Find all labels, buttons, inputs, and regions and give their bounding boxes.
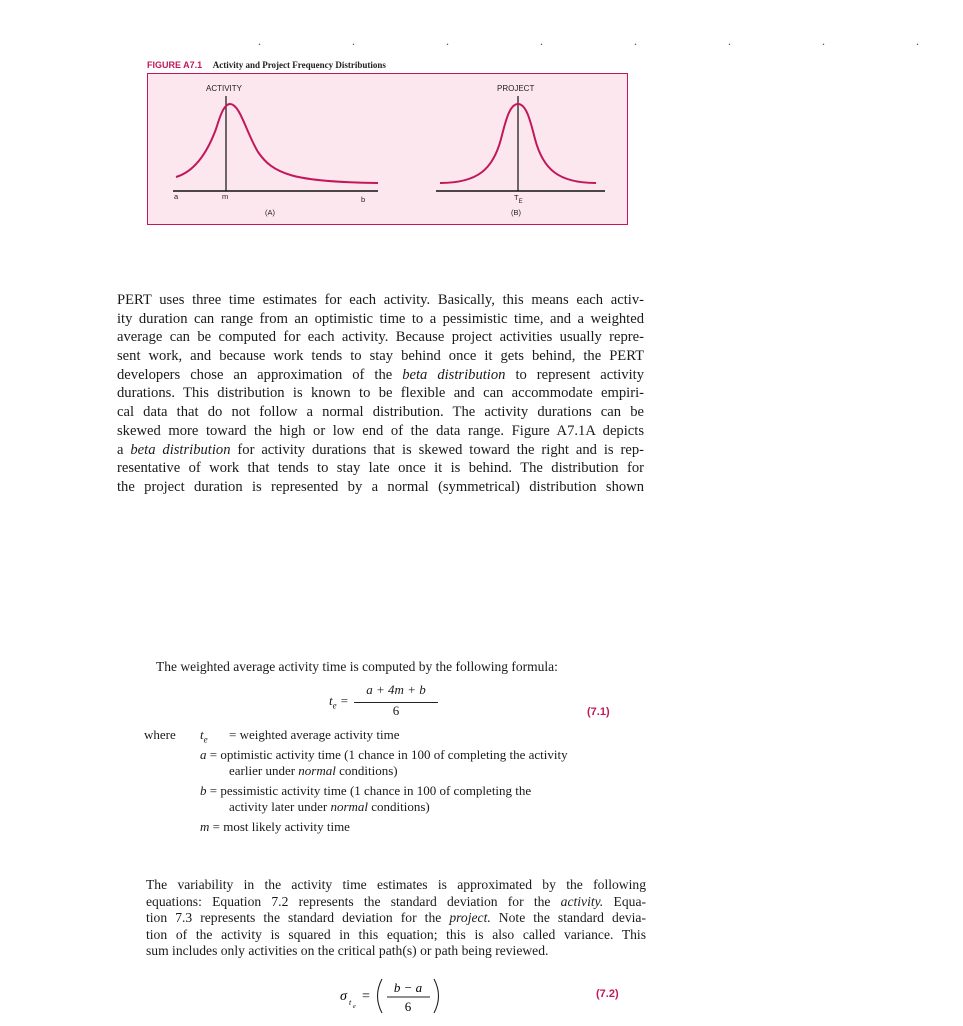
eq72-right-paren [434, 979, 439, 1013]
paragraph-line: cal data that do not follow a normal distribution. The activity durations can be [117, 404, 644, 421]
header-marks: . . . . . . . . [258, 34, 963, 48]
paragraph-line: the project duration is represented by a normal (symmetrical) distribution shown [117, 478, 644, 495]
label-te: $T_E$ [514, 193, 523, 205]
def-text-cont: activity later under normal conditions) [229, 799, 430, 814]
paragraph-line: sent work, and because work tends to stay behind once it gets behind, the PERT [117, 348, 644, 365]
def-text-cont: earlier under normal conditions) [229, 763, 398, 778]
panel-b-label: (B) [511, 208, 521, 217]
equation-number-7-1: (7.1) [587, 706, 610, 718]
definitions-list [200, 727, 630, 838]
eq72-lhs-subsub: e [353, 1004, 356, 1010]
paragraph-line: equations: Equation 7.2 represents the standard deviation for the activity. Equa- [146, 893, 646, 909]
paragraph-line: ity duration can range from an optimistic time to a pessimistic time, and a weighted [117, 310, 644, 327]
def-text: b = pessimistic activity time (1 chance in 100 of completing the [200, 782, 532, 798]
eq72-left-paren [378, 979, 383, 1013]
eq72-svg [340, 973, 450, 1021]
label-b: b [361, 195, 366, 204]
figure-panel [147, 73, 628, 225]
where-label: where [144, 727, 176, 742]
def-text: m = most likely activity time [200, 818, 350, 834]
eq71-numerator: a + 4m + b [366, 682, 426, 697]
eq72-denominator: 6 [404, 999, 412, 1014]
figure-label: FIGURE A7.1 [147, 60, 203, 70]
paragraph-line: average can be computed for each activity. Because project activities usually repre- [117, 329, 644, 346]
panel-a-label: (A) [265, 208, 275, 217]
paragraph-line: durations. This distribution is known to be flexible and can accommodate empiri- [117, 385, 644, 402]
figure-title: Activity and Project Frequency Distributions [212, 60, 386, 70]
paragraph-line: PERT uses three time estimates for each activity. Basically, this means each activ- [117, 292, 644, 308]
definition-te [200, 727, 630, 744]
paragraph-line: tion 7.3 represents the standard deviation for the project. Note the standard devia- [146, 910, 646, 925]
paragraph-line: tion of the activity is squared in this equation; this is also called variance. This [146, 926, 646, 942]
paragraph-line: resentative of work that tends to stay late once it is behind. The distribution for [117, 460, 644, 477]
distribution-figure [148, 74, 629, 226]
paragraph-line: The variability in the activity time estimates is approximated by the following [146, 877, 646, 892]
def-symbol: $t_e$ [200, 727, 208, 745]
eq72-equals: = [362, 989, 370, 1004]
label-m: m [222, 192, 229, 201]
eq72-lhs-sub: t [349, 998, 352, 1007]
eq72-numerator: b − a [393, 980, 423, 995]
paragraph-pert [117, 291, 644, 497]
def-text: = weighted average activity time [229, 727, 400, 742]
paragraph-line: skewed more toward the high or low end of the data range. Figure A7.1A depicts [117, 422, 644, 439]
label-a: a [174, 192, 179, 201]
equation-7-2 [340, 973, 450, 1026]
eq71-denominator: 6 [392, 703, 400, 718]
paragraph-variability [146, 877, 646, 960]
definition-a [200, 747, 630, 780]
definition-b [200, 783, 630, 816]
paragraph-line: sum includes only activities on the critical path(s) or path being reviewed. [146, 943, 549, 958]
eq71-lhs: $t_e$ = [329, 693, 349, 711]
project-heading: PROJECT [497, 84, 535, 93]
paragraph-line: developers chose an approximation of the beta distribution to represent activity [117, 366, 645, 383]
activity-heading: ACTIVITY [206, 84, 243, 93]
definition-m [200, 819, 630, 836]
paragraph-line: a beta distribution for activity durations that is skewed toward the right and is rep- [117, 441, 644, 458]
eq72-lhs: σ [340, 989, 347, 1004]
formula-intro: The weighted average activity time is computed by the following formula: [156, 659, 558, 674]
def-text: a = optimistic activity time (1 chance in 100 of completing the activity [200, 746, 568, 762]
equation-number-7-2: (7.2) [596, 988, 619, 1000]
beta-distribution-curve [176, 104, 378, 183]
figure-caption [147, 60, 386, 70]
